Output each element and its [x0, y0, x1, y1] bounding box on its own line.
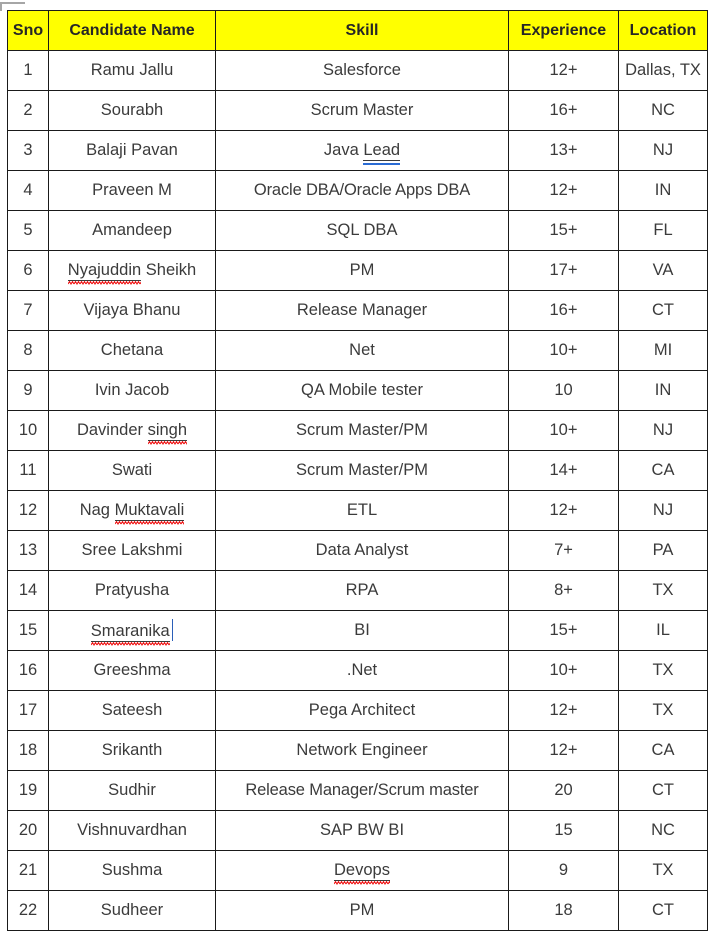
cell-location[interactable]: IN [619, 371, 708, 411]
skill-text-linked: Lead [363, 140, 401, 159]
cell-name[interactable]: Sushma [49, 851, 216, 891]
candidate-table-container [7, 10, 707, 931]
name-text-marked: Muktavali [114, 500, 185, 519]
column-header-candidate-name[interactable]: Candidate Name [49, 11, 216, 51]
text-cursor-caret [172, 619, 174, 641]
cell-sno[interactable]: 5 [8, 211, 49, 251]
cell-skill[interactable]: Pega Architect [216, 691, 509, 731]
cell-location[interactable]: Dallas, TX [619, 51, 708, 91]
skill-text-marked: Devops [334, 860, 390, 879]
name-text-marked: Nyajuddin [67, 260, 142, 279]
cell-sno[interactable]: 9 [8, 371, 49, 411]
cell-name[interactable]: Greeshma [49, 651, 216, 691]
smart-link-underline[interactable] [363, 141, 400, 161]
cell-skill[interactable]: Oracle DBA/Oracle Apps DBA [216, 171, 509, 211]
name-text-marked: Smaranika [90, 622, 170, 640]
cell-location[interactable]: CT [619, 891, 708, 931]
spellcheck-squiggle-icon [115, 521, 185, 525]
table-row[interactable] [8, 811, 708, 851]
cell-location[interactable]: IL [619, 611, 708, 651]
cell-skill[interactable]: ETL [216, 491, 509, 531]
cell-sno[interactable]: 2 [8, 91, 49, 131]
table-body [8, 51, 708, 931]
cell-sno[interactable]: 7 [8, 291, 49, 331]
table-row[interactable] [8, 51, 708, 91]
cell-experience[interactable]: 20 [509, 771, 619, 811]
column-header-skill[interactable]: Skill [216, 11, 509, 51]
skill-text-plain: Java [323, 140, 364, 159]
cell-sno[interactable]: 15 [8, 611, 49, 651]
name-text-plain: Nag [79, 500, 115, 519]
spellcheck-marked-word[interactable] [148, 421, 187, 441]
cell-experience[interactable]: 12+ [509, 491, 619, 531]
cell-experience[interactable]: 12+ [509, 691, 619, 731]
cell-location[interactable]: CT [619, 771, 708, 811]
cell-experience[interactable]: 10+ [509, 331, 619, 371]
table-row[interactable] [8, 91, 708, 131]
cell-name[interactable]: Vijaya Bhanu [49, 291, 216, 331]
cell-sno[interactable]: 12 [8, 491, 49, 531]
cell-location[interactable]: TX [619, 851, 708, 891]
table-row[interactable] [8, 331, 708, 371]
cell-skill[interactable]: SQL DBA [216, 211, 509, 251]
cell-skill[interactable]: BI [216, 611, 509, 651]
table-row[interactable] [8, 691, 708, 731]
table-row[interactable] [8, 851, 708, 891]
cell-location[interactable]: PA [619, 531, 708, 571]
cell-skill[interactable]: SAP BW BI [216, 811, 509, 851]
table-row[interactable] [8, 611, 708, 651]
cell-experience[interactable]: 12+ [509, 731, 619, 771]
cell-experience[interactable]: 15+ [509, 611, 619, 651]
cell-sno[interactable]: 3 [8, 131, 49, 171]
cell-experience[interactable]: 12+ [509, 51, 619, 91]
table-row[interactable] [8, 891, 708, 931]
column-header-sno[interactable]: Sno [8, 11, 49, 51]
cell-location[interactable]: NJ [619, 411, 708, 451]
cell-name[interactable]: Sourabh [49, 91, 216, 131]
spellcheck-marked-word[interactable] [68, 261, 141, 281]
cell-name[interactable] [49, 491, 216, 531]
cell-skill[interactable]: PM [216, 891, 509, 931]
table-row[interactable] [8, 731, 708, 771]
cell-name[interactable]: Ivin Jacob [49, 371, 216, 411]
cell-experience[interactable]: 16+ [509, 91, 619, 131]
cell-skill[interactable]: Data Analyst [216, 531, 509, 571]
blue-underline-icon [363, 163, 400, 165]
spellcheck-squiggle-icon [334, 881, 390, 885]
cell-skill[interactable]: Network Engineer [216, 731, 509, 771]
cell-experience[interactable]: 13+ [509, 131, 619, 171]
cell-skill[interactable]: Net [216, 331, 509, 371]
cell-skill[interactable]: RPA [216, 571, 509, 611]
cell-sno[interactable]: 18 [8, 731, 49, 771]
cell-name[interactable]: Sree Lakshmi [49, 531, 216, 571]
cell-location[interactable]: NC [619, 91, 708, 131]
table-header-row [8, 11, 708, 51]
cell-location[interactable]: CA [619, 451, 708, 491]
table-row[interactable] [8, 171, 708, 211]
cell-name[interactable] [49, 411, 216, 451]
cell-name[interactable]: Amandeep [49, 211, 216, 251]
cell-name[interactable]: Chetana [49, 331, 216, 371]
cell-location[interactable]: NJ [619, 491, 708, 531]
cell-experience[interactable]: 16+ [509, 291, 619, 331]
cell-experience[interactable]: 8+ [509, 571, 619, 611]
table-row[interactable] [8, 571, 708, 611]
cell-name[interactable]: Ramu Jallu [49, 51, 216, 91]
spellcheck-squiggle-icon [68, 281, 141, 285]
cell-name[interactable]: Balaji Pavan [49, 131, 216, 171]
cell-name[interactable]: Pratyusha [49, 571, 216, 611]
cell-location[interactable]: NJ [619, 131, 708, 171]
cell-sno[interactable]: 22 [8, 891, 49, 931]
column-header-location[interactable]: Location [619, 11, 708, 51]
cell-experience[interactable]: 15+ [509, 211, 619, 251]
cell-experience[interactable]: 15 [509, 811, 619, 851]
table-row[interactable] [8, 371, 708, 411]
cell-sno[interactable]: 11 [8, 451, 49, 491]
table-row[interactable] [8, 211, 708, 251]
cell-location[interactable]: TX [619, 571, 708, 611]
cell-location[interactable]: MI [619, 331, 708, 371]
table-row[interactable] [8, 651, 708, 691]
cell-skill[interactable] [216, 131, 509, 171]
cell-skill[interactable] [216, 851, 509, 891]
table-row[interactable] [8, 251, 708, 291]
cell-skill[interactable]: Scrum Master [216, 91, 509, 131]
cell-experience[interactable]: 14+ [509, 451, 619, 491]
cell-experience[interactable]: 7+ [509, 531, 619, 571]
cell-sno[interactable]: 17 [8, 691, 49, 731]
cell-experience[interactable]: 17+ [509, 251, 619, 291]
column-header-experience[interactable]: Experience [509, 11, 619, 51]
spellcheck-marked-word[interactable] [91, 622, 170, 642]
table-row[interactable] [8, 131, 708, 171]
cell-location[interactable]: CA [619, 731, 708, 771]
cell-sno[interactable]: 19 [8, 771, 49, 811]
cell-location[interactable]: CT [619, 291, 708, 331]
cell-skill[interactable]: Scrum Master/PM [216, 451, 509, 491]
cell-sno[interactable]: 13 [8, 531, 49, 571]
cell-experience[interactable]: 10+ [509, 651, 619, 691]
cell-sno[interactable]: 8 [8, 331, 49, 371]
cell-name-active[interactable] [49, 611, 216, 651]
spellcheck-squiggle-icon [91, 642, 170, 646]
cell-skill[interactable]: Salesforce [216, 51, 509, 91]
table-row[interactable] [8, 451, 708, 491]
cell-experience[interactable]: 18 [509, 891, 619, 931]
cell-name[interactable]: Sudhir [49, 771, 216, 811]
cell-location[interactable]: IN [619, 171, 708, 211]
name-text-plain: Davinder [76, 420, 148, 439]
spellcheck-marked-word[interactable] [334, 861, 390, 881]
spellcheck-marked-word[interactable] [115, 501, 185, 521]
cell-location[interactable]: TX [619, 691, 708, 731]
cell-location[interactable]: FL [619, 211, 708, 251]
cell-sno[interactable]: 6 [8, 251, 49, 291]
cell-experience[interactable]: 10+ [509, 411, 619, 451]
cell-experience[interactable]: 10 [509, 371, 619, 411]
cell-name[interactable] [49, 251, 216, 291]
spellcheck-squiggle-icon [148, 441, 187, 445]
cell-name[interactable]: Vishnuvardhan [49, 811, 216, 851]
table-row[interactable] [8, 291, 708, 331]
cell-skill[interactable]: Release Manager [216, 291, 509, 331]
cell-skill[interactable]: QA Mobile tester [216, 371, 509, 411]
name-text-marked: singh [147, 420, 188, 439]
cell-sno[interactable]: 20 [8, 811, 49, 851]
cell-name[interactable]: Swati [49, 451, 216, 491]
cell-location[interactable]: NC [619, 811, 708, 851]
cell-sno[interactable]: 16 [8, 651, 49, 691]
candidate-table [7, 10, 708, 931]
cell-sno[interactable]: 21 [8, 851, 49, 891]
cell-experience[interactable]: 9 [509, 851, 619, 891]
cell-location[interactable]: TX [619, 651, 708, 691]
table-row[interactable] [8, 531, 708, 571]
cell-name[interactable]: Sudheer [49, 891, 216, 931]
cell-sno[interactable]: 1 [8, 51, 49, 91]
cell-sno[interactable]: 4 [8, 171, 49, 211]
cell-location[interactable]: VA [619, 251, 708, 291]
cell-name[interactable]: Sateesh [49, 691, 216, 731]
name-text-trail: Sheikh [141, 260, 197, 279]
cell-experience[interactable]: 12+ [509, 171, 619, 211]
cell-skill[interactable]: Release Manager/Scrum master [216, 771, 509, 811]
cell-sno[interactable]: 14 [8, 571, 49, 611]
table-row[interactable] [8, 491, 708, 531]
cell-sno[interactable]: 10 [8, 411, 49, 451]
table-row[interactable] [8, 411, 708, 451]
cell-name[interactable]: Praveen M [49, 171, 216, 211]
cell-skill[interactable]: .Net [216, 651, 509, 691]
cell-skill[interactable]: PM [216, 251, 509, 291]
cell-skill[interactable]: Scrum Master/PM [216, 411, 509, 451]
table-row[interactable] [8, 771, 708, 811]
cell-name[interactable]: Srikanth [49, 731, 216, 771]
